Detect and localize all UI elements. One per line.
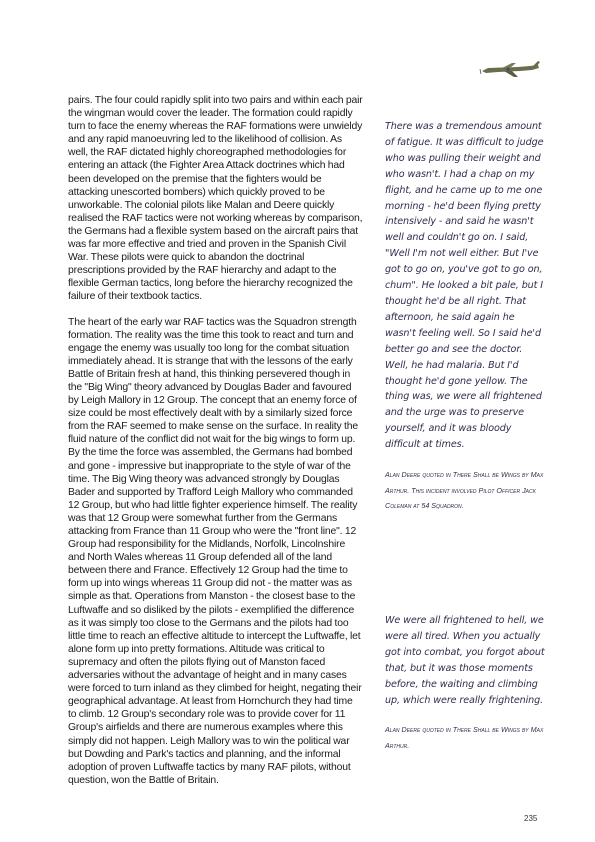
sidebar-quote-block <box>385 613 545 753</box>
main-text-column <box>68 94 363 799</box>
body-paragraph: The heart of the early war RAF tactics was the Squadron strength formation. The reality was the time this took to react and turn and engage the enemy was usually too long for the combat situation immediately ahead. It is strange that with the lessons of the early Battle of Britain fresh at hand, this thinking persevered though in the "Big Wing" theory advanced by Douglas Bader and favoured by Leigh Mallory in 12 Group. The concept that an enemy force of size could be most effectively dealt with by a similarly sized force from the RAF seemed to make sense on the surface. In reality the fluid nature of the conflict did not wait for the big wings to form up. By the time the force was assembled, the Germans had bombed and gone - impressive but inappropriate to the style of war of the time. The Big Wing theory was advanced strongly by Douglas Bader and supported by Trafford Leigh Mallory who commanded 12 Group, but who had little fighter experience himself. The reality was that 12 Group were somewhat further from the Germans attacking from France than 11 Group who were the "front line". 12 Group had responsibility for the Midlands, Norfolk, Lincolnshire and North Wales whereas 11 Group defended all of the land between there and France. Effectively 12 Group had the time to form up into wings whereas 11 Group did not - the matter was as simple as that. Operations from Manston - the closest base to the Luftwaffe and so disliked by the pilots - exemplified the difference as it was simply too close to the Germans and the pilots had too little time to reach an effective altitude to intercept the Luftwaffe, let alone form up into pretty formations. Altitude was critical to supremacy and often the pilots flying out of Manston faced adversaries without the advantage of height and in many cases were forced to turn inland as they climbed for height, negating their geographical advantage. At least from Hornchurch they had time to climb. 12 Group's secondary role was to provide cover for 11 Group's airfields and there are numerous examples where this simply did not happen. Leigh Mallory was to win the political war but Dowding and Park's tactics and planning, and the informal adoption of proven Luftwaffe tactics by many RAF pilots, without question, won the Battle of Britain. <box>68 316 362 786</box>
quote-attribution: Alan Deere quoted in There Shall be Wings by Max Arthur. <box>385 725 544 750</box>
quote-attribution: Alan Deere quoted in There Shall be Wings by Max Arthur. This incident involved Pilot Officer Jack Coleman at 54 Squadron. <box>385 470 544 511</box>
sidebar-quote: There was a tremendous amount of fatigue. It was difficult to judge who was pulling their weight and who wasn't. I had a chap on my flight, and he came up to me one morning - he'd been flying pretty intensively - and said he wasn't well and couldn't go on. I said, "Well I'm not well either. But I've got to go on, you've got to go on, chum". He looked a bit pale, but I thought he'd be all right. That afternoon, he said again he wasn't feeling well. So I said he'd better go and see the doctor. Well, he had malaria. But I'd thought he'd gone yellow. The thing was, we were all frightened and the urge was to preserve yourself, and it was bloody difficult at times. <box>385 121 544 451</box>
body-paragraph: pairs. The four could rapidly split into two pairs and within each pair the wingman would cover the leader. The formation could rapidly turn to face the enemy whereas the RAF formations were unwieldy and any rapid manoeuvring led to the likelihood of collision. As well, the RAF dictated highly choreographed methodologies for entering an attack (the Fighter Area Attack doctrines which had been developed on the premise that the fighters would be attacking unescorted bombers) which quickly proved to be unworkable. The colonial pilots like Malan and Deere quickly realised the RAF tactics were not working whereas by comparison, the Germans had a flexible system based on the aircraft pairs that was far more effective and tried and proven in the Spanish Civil War. These pilots were quick to abandon the doctrinal prescriptions provided by the RAF hierarchy and adapt to the flexible German tactics, long before the hierarchy recognized the failure of their textbook tactics. <box>68 95 363 303</box>
spitfire-aircraft-icon <box>478 60 542 80</box>
sidebar-quote-block <box>385 119 545 514</box>
sidebar-quote: We were all frightened to hell, we were all tired. When you actually got into combat, you forgot about that, but it was those moments before, the waiting and climbing up, which were really frightening. <box>385 615 545 706</box>
page-number: 235 <box>524 814 538 823</box>
